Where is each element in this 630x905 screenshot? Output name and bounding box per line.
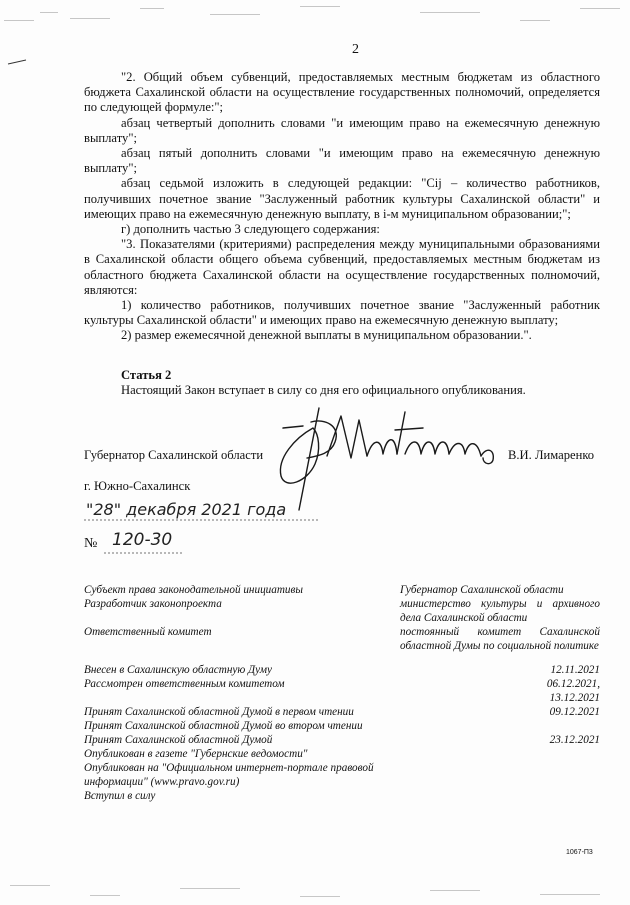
paragraph: "3. Показателями (критериями) распределения между муниципальными образованиями в Сахалинской области общего объема субвенций, предоставляемых местным бюджетам из областного бюджета Сахалинской области на осуществление государственных полномочий, являются: bbox=[84, 237, 600, 297]
meta-adopted-label: Принят Сахалинской областной Думой bbox=[84, 734, 273, 746]
page-number: 2 bbox=[352, 42, 359, 57]
handwritten-date: "28" декабря 2021 года bbox=[86, 500, 287, 519]
number-label: № bbox=[84, 536, 98, 551]
footer-code: 1067-П3 bbox=[566, 849, 593, 856]
meta-reviewed-date-2: 13.12.2021 bbox=[549, 692, 600, 704]
paragraph: абзац пятый дополнить словами "и имеющим право на ежемесячную денежную выплату"; bbox=[84, 146, 600, 176]
paragraph: 1) количество работников, получивших почетное звание "Заслуженный работник культуры Сахалинской области" и имеющих право на ежемесячную денежную выплату; bbox=[84, 298, 600, 328]
meta-submitted-label: Внесен в Сахалинскую областную Думу bbox=[84, 664, 272, 676]
meta-submitted-date: 12.11.2021 bbox=[550, 664, 600, 676]
meta-reviewed-label: Рассмотрен ответственным комитетом bbox=[84, 678, 285, 690]
meta-committee-value: постоянный комитет Сахалинской областной Думы по социальной политике bbox=[400, 626, 600, 652]
meta-published-portal-label: Опубликован на "Официальном интернет-портале правовой информации" (www.pravo.gov.ru) bbox=[84, 762, 374, 788]
paragraph: г) дополнить частью 3 следующего содержания: bbox=[121, 222, 380, 237]
governor-position: Губернатор Сахалинской области bbox=[84, 448, 264, 462]
paragraph: "2. Общий объем субвенций, предоставляемых местным бюджетам из областного бюджета Сахалинской области на осуществление государственных полномочий, определяется по следующей формуле:"; bbox=[84, 70, 600, 115]
meta-developer-value: министерство культуры и архивного дела Сахалинской области bbox=[400, 598, 600, 624]
paragraph: 2) размер ежемесячной денежной выплаты в муниципальном образовании.". bbox=[121, 328, 532, 343]
meta-first-reading-date: 09.12.2021 bbox=[549, 706, 600, 718]
meta-committee-label: Ответственный комитет bbox=[84, 626, 212, 638]
meta-adopted-date: 23.12.2021 bbox=[549, 734, 600, 746]
article-title: Статья 2 bbox=[121, 368, 172, 382]
meta-reviewed-date-1: 06.12.2021, bbox=[546, 678, 600, 690]
handwritten-number: 120-30 bbox=[112, 530, 173, 550]
paragraph: абзац седьмой изложить в следующей редакции: "Cij – количество работников, получивших почетное звание "Заслуженный работник культуры Сахалинской области" и имеющих право на ежемесячную денежную выплату, в i-м муниципальном образовании;"; bbox=[84, 176, 600, 221]
meta-initiator-label: Субъект права законодательной инициативы bbox=[84, 584, 303, 596]
meta-effective-label: Вступил в силу bbox=[84, 790, 156, 802]
governor-name: В.И. Лимаренко bbox=[508, 448, 595, 462]
article-text: Настоящий Закон вступает в силу со дня его официального опубликования. bbox=[121, 383, 526, 398]
meta-published-newspaper-label: Опубликован в газете "Губернские ведомости" bbox=[84, 748, 308, 760]
meta-first-reading-label: Принят Сахалинской областной Думой в первом чтении bbox=[84, 706, 354, 718]
meta-second-reading-label: Принят Сахалинской областной Думой во втором чтении bbox=[84, 720, 363, 732]
meta-initiator-value: Губернатор Сахалинской области bbox=[400, 584, 564, 596]
meta-developer-label: Разработчик законопроекта bbox=[84, 598, 222, 610]
signing-city: г. Южно-Сахалинск bbox=[84, 479, 191, 493]
paragraph: абзац четвертый дополнить словами "и имеющим право на ежемесячную денежную выплату"; bbox=[84, 115, 600, 145]
